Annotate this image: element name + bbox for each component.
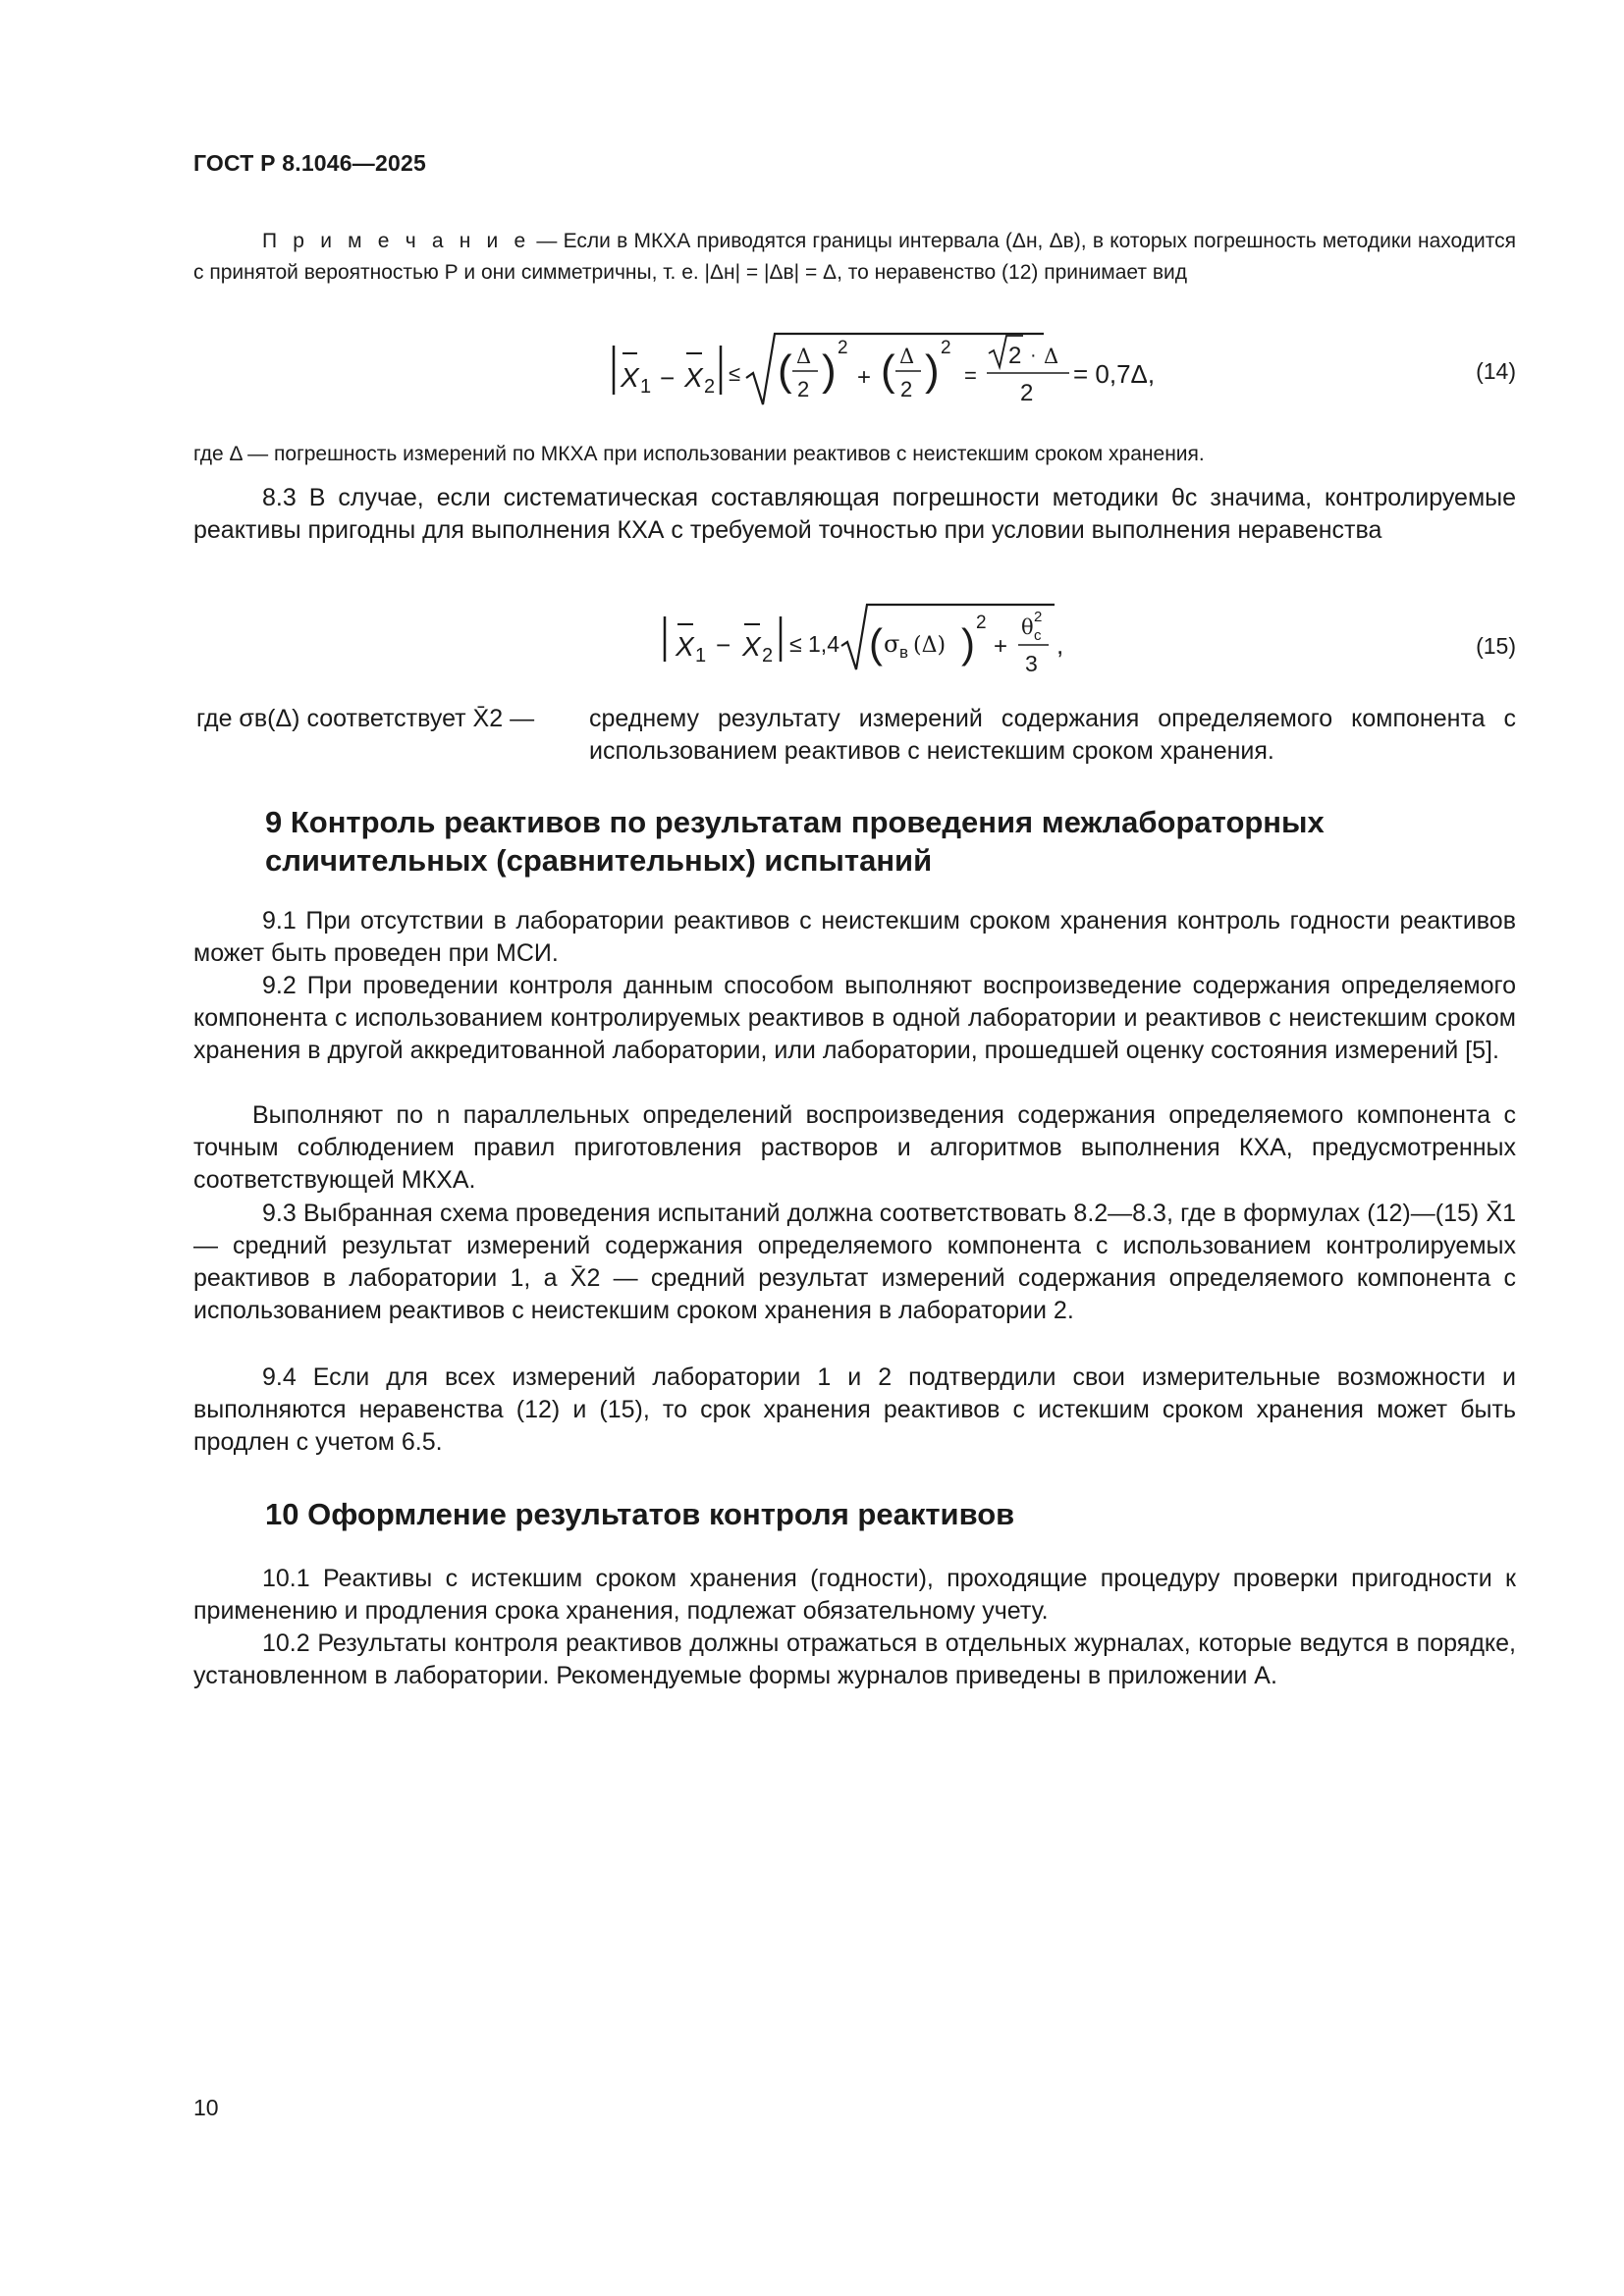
eq14-minus: − [660, 363, 676, 393]
svg-text:): ) [822, 347, 837, 395]
section-9-heading: 9 Контроль реактивов по результатам проведения межлабораторных сличительных (сравнительных) испытаний [265, 805, 1325, 878]
eq14-sub2: 2 [704, 376, 716, 398]
eq15-pow: 2 [976, 613, 987, 633]
equation-15 [193, 589, 1516, 697]
where-15-text: среднему результату измерений содержания определяемого компонента с использованием реактивов с неистекшим сроком хранения. [589, 705, 1516, 765]
eq15-delta: (Δ) [913, 633, 947, 658]
paragraph-9-2b-text: Выполняют по n параллельных определений воспроизведения содержания определяемого компонента с точным соблюдением правил приготовления растворов и алгоритмов выполнения КХА, предусмотренных соответствующей МКХА. [193, 1101, 1516, 1194]
eq14-sub1: 1 [640, 376, 652, 398]
eq14-dot: · [1030, 345, 1037, 366]
paragraph-where-14: где Δ — погрешность измерений по МКХА при использовании реактивов с неистекшим сроком хранения. [193, 443, 1205, 465]
paragraph-9-2b [193, 1099, 1516, 1197]
eq14-le: ≤ [729, 361, 741, 386]
eq14-sqrt2: 2 [1008, 343, 1022, 369]
note-label: П р и м е ч а н и е [262, 230, 531, 252]
eq15-sigma: σ [884, 630, 900, 658]
eq14-eq1: = [964, 363, 977, 388]
eq14-two-b: 2 [900, 377, 913, 401]
document-header: ГОСТ Р 8.1046—2025 [193, 150, 426, 176]
paragraph-9-4 [193, 1362, 1516, 1459]
paragraph-10-1 [193, 1563, 1516, 1628]
paragraph-9-2 [193, 970, 1516, 1067]
equation-14 [193, 324, 1516, 432]
paragraph-10-2-text: 10.2 Результаты контроля реактивов должны отражаться в отдельных журналах, которые ведутся в порядке, установленном в лаборатории. Рекомендуемые формы журналов приведены в приложении А. [193, 1629, 1516, 1689]
paragraph-8-3-text: 8.3 В случае, если систематическая составляющая погрешности методики θс значима, контролируемые реактивы пригодны для выполнения КХА с требуемой точностью при условии выполнения неравенства [193, 484, 1516, 544]
section-10-heading: 10 Оформление результатов контроля реактивов [265, 1497, 1015, 1531]
eq15-plus: + [994, 633, 1008, 660]
paragraph-10-2 [193, 1628, 1516, 1692]
eq14-result: = 0,7Δ, [1073, 359, 1156, 389]
equation-15-graphic [193, 589, 1516, 687]
paragraph-9-4-text: 9.4 Если для всех измерений лаборатории 1 и 2 подтвердили свои измерительные возможности и выполняются неравенства (12) и (15), то срок хранения реактивов с истекшим сроком хранения может быть продлен с учетом 6.5. [193, 1363, 1516, 1456]
eq14-pow-a: 2 [838, 338, 848, 358]
paragraph-9-3-text: 9.3 Выбранная схема проведения испытаний должна соответствовать 8.2—8.3, где в формулах (12)—(15) X̄1 — средний результат измерений содержания определяемого компонента с использованием контролируемых реактивов в лаборатории 1, а X̄2 — средний результат измерений содержания определяемого компонента с использованием реактивов с неистекшим сроком хранения в лаборатории 2. [193, 1200, 1516, 1324]
eq15-theta: θ [1021, 615, 1034, 639]
paragraph-9-2-text: 9.2 При проведении контроля данным способом выполняют воспроизведение содержания определяемого компонента с использованием контролируемых реактивов в одной лаборатории и реактивов с неистекшим сроком хранения в другой аккредитованной лаборатории, или лаборатории, прошедшей оценку состояния измерений [5]. [193, 972, 1516, 1064]
eq15-sigma-sub: в [899, 643, 909, 662]
paragraph-9-3 [193, 1198, 1516, 1327]
eq14-two-a: 2 [797, 377, 810, 401]
note-paragraph [193, 226, 1516, 289]
eq14-pow-b: 2 [941, 338, 951, 358]
where-15-label: где σв(Δ) соответствует X̄2 — [196, 705, 535, 732]
paragraph-8-3 [193, 482, 1516, 547]
page-number: 10 [193, 2095, 219, 2120]
svg-text:(: ( [881, 347, 895, 395]
eq14-delta-b: Δ [899, 345, 915, 368]
svg-text:): ) [961, 620, 975, 667]
svg-text:): ) [925, 347, 940, 395]
eq15-sub2: 2 [762, 645, 774, 667]
svg-text:(: ( [778, 347, 792, 395]
paragraph-9-1 [193, 905, 1516, 970]
eq14-delta-a: Δ [796, 345, 812, 368]
note-text: — Если в МКХА приводятся границы интервала (Δн, Δв), в которых погрешность методики находится с принятой вероятностью Р и они симметричны, т. е. |Δн| = |Δв| = Δ, то неравенство (12) принимает вид [193, 230, 1516, 284]
equation-14-graphic [193, 324, 1516, 432]
eq15-minus: − [716, 630, 731, 660]
eq15-x2: X [742, 631, 761, 662]
equation-14-number: (14) [1476, 358, 1516, 384]
eq15-sub1: 1 [695, 645, 707, 667]
paragraph-9-1-text: 9.1 При отсутствии в лаборатории реактивов с неистекшим сроком хранения контроль годности реактивов может быть проведен при МСИ. [193, 907, 1516, 967]
eq14-delta-c: Δ [1044, 345, 1059, 368]
eq15-comma: , [1056, 630, 1064, 660]
svg-text:(: ( [869, 620, 883, 667]
eq15-three: 3 [1025, 651, 1038, 676]
eq14-two-c: 2 [1020, 380, 1034, 406]
eq15-theta-sub: с [1034, 627, 1042, 644]
eq14-x1: X [621, 362, 639, 393]
eq15-x1: X [676, 631, 694, 662]
equation-15-number: (15) [1476, 633, 1516, 659]
paragraph-10-1-text: 10.1 Реактивы с истекшим сроком хранения (годности), проходящие процедуру проверки пригодности к применению и продления срока хранения, подлежат обязательному учету. [193, 1565, 1516, 1625]
eq15-coef: ≤ 1,4 [789, 631, 839, 657]
eq14-plus: + [857, 364, 872, 391]
eq14-x2: X [684, 362, 703, 393]
eq15-theta-pow: 2 [1034, 609, 1043, 625]
